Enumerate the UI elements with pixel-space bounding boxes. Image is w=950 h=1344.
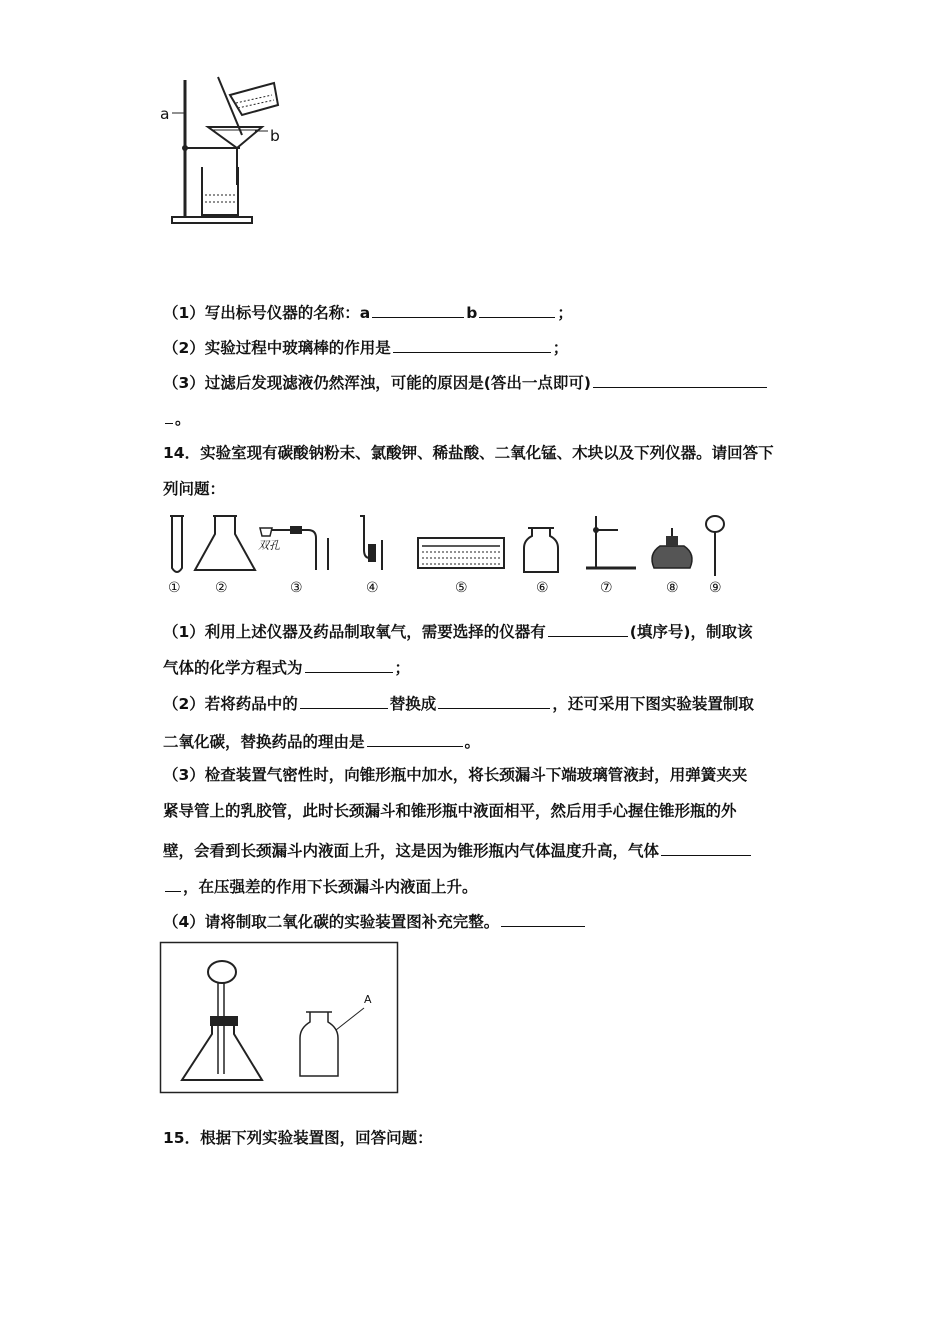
apparatus-label-a: A: [364, 993, 372, 1006]
q14-sub2-line2-end: 。: [464, 733, 481, 751]
q14-sub2-line2-prefix: 二氧化碳，替换药品的理由是: [163, 733, 365, 751]
q14-sub3-line4-suffix: ，在压强差的作用下长颈漏斗内液面上升。: [183, 878, 478, 896]
instrument-row-figure: [160, 510, 740, 600]
q13-sub3-prefix: （3）过滤后发现滤液仍然浑浊，可能的原因是(答出一点即可): [163, 374, 591, 392]
q14-sub2-line1: [163, 693, 754, 714]
water-trough-icon: [418, 538, 504, 568]
iron-stand-icon: [586, 516, 636, 568]
bent-tube-icon: [360, 516, 382, 570]
q13-sub1-prefix: （1）写出标号仪器的名称：a: [163, 304, 371, 322]
q13-blank-reason[interactable]: [593, 372, 767, 388]
q14-sub3-line1: （3）检查装置气密性时，向锥形瓶中加水，将长颈漏斗下端玻璃管液封，用弹簧夹夹: [163, 766, 748, 784]
q13-sub2: [163, 337, 568, 358]
q14-sub3-line4: [163, 876, 478, 897]
q14-sub1-line2: [163, 657, 410, 678]
q15-stem: 15．根据下列实验装置图，回答问题：: [163, 1129, 433, 1147]
test-tube-icon: [170, 516, 184, 572]
q13-blank-b[interactable]: [479, 302, 555, 318]
q14-stem-line2: 列问题：: [163, 480, 226, 498]
q13-sub1: [163, 302, 573, 323]
q14-blank-apparatus[interactable]: [501, 911, 585, 927]
double-hole-label: 双孔: [258, 539, 280, 552]
q14-sub1-line1: [163, 621, 752, 642]
q14-blank-replacement-drug[interactable]: [438, 693, 550, 709]
q14-sub1-line2-end: ；: [394, 659, 411, 677]
instrument-number: ⑥: [536, 580, 549, 596]
q14-sub4: [163, 911, 587, 932]
instrument-number: ①: [168, 580, 181, 596]
q14-sub1-suffix: (填序号)，制取该: [629, 623, 753, 641]
q14-blank-original-drug[interactable]: [300, 693, 388, 709]
alcohol-lamp-icon: [652, 528, 692, 568]
q14-sub1-line2-prefix: 气体的化学方程式为: [163, 659, 303, 677]
instrument-number: ⑧: [666, 580, 679, 596]
q14-sub2-suffix: ，还可采用下图实验装置制取: [552, 695, 754, 713]
q13-sub3: [163, 372, 769, 393]
q14-blank-reason[interactable]: [367, 731, 463, 747]
q14-blank-gas-cont[interactable]: [165, 876, 181, 892]
q13-blank-reason-cont[interactable]: [165, 408, 173, 424]
q14-sub3-line3-prefix: 壁，会看到长颈漏斗内液面上升，这是因为锥形瓶内气体温度升高，气体: [163, 842, 660, 860]
conical-flask-icon: [195, 516, 255, 570]
instrument-number: ⑦: [600, 580, 613, 596]
q14-stem-line1: 14．实验室现有碳酸钠粉末、氯酸钾、稀盐酸、二氧化锰、木块以及下列仪器。请回答下: [163, 444, 774, 462]
q14-sub3-line2: 紧导管上的乳胶管，此时长颈漏斗和锥形瓶中液面相平，然后用手心握住锥形瓶的外: [163, 802, 737, 820]
q14-blank-equation[interactable]: [305, 657, 393, 673]
long-neck-funnel-icon: [706, 516, 724, 576]
q13-sub2-prefix: （2）实验过程中玻璃棒的作用是: [163, 339, 391, 357]
label-a: a: [160, 105, 170, 123]
q14-sub2-prefix: （2）若将药品中的: [163, 695, 298, 713]
label-b: b: [270, 127, 280, 145]
q14-blank-gas[interactable]: [661, 840, 751, 856]
q13-sub3-end: 。: [175, 410, 191, 428]
instrument-number: ⑨: [709, 580, 722, 596]
instrument-number: ②: [215, 580, 228, 596]
instrument-number: ⑤: [455, 580, 468, 596]
q13-blank-rod[interactable]: [393, 337, 551, 353]
q14-sub3-line3: [163, 840, 753, 861]
gas-bottle-icon: [524, 528, 558, 572]
q13-blank-a[interactable]: [372, 302, 464, 318]
q14-blank-instruments[interactable]: [548, 621, 628, 637]
q13-sub2-end: ；: [552, 339, 569, 357]
q14-sub2-line2: [163, 731, 480, 752]
q14-sub2-mid: 替换成: [389, 695, 437, 713]
co2-apparatus-figure: [160, 942, 400, 1094]
instrument-number: ③: [290, 580, 303, 596]
q13-sub1-mid: b: [466, 304, 478, 322]
q13-sub3-cont: [163, 408, 191, 429]
instrument-number: ④: [366, 580, 379, 596]
q14-sub4-prefix: （4）请将制取二氧化碳的实验装置图补充完整。: [163, 913, 500, 931]
q13-sub1-end: ；: [557, 304, 573, 322]
q14-sub1-prefix: （1）利用上述仪器及药品制取氧气，需要选择的仪器有: [163, 623, 546, 641]
filtration-apparatus-figure: [150, 75, 290, 235]
